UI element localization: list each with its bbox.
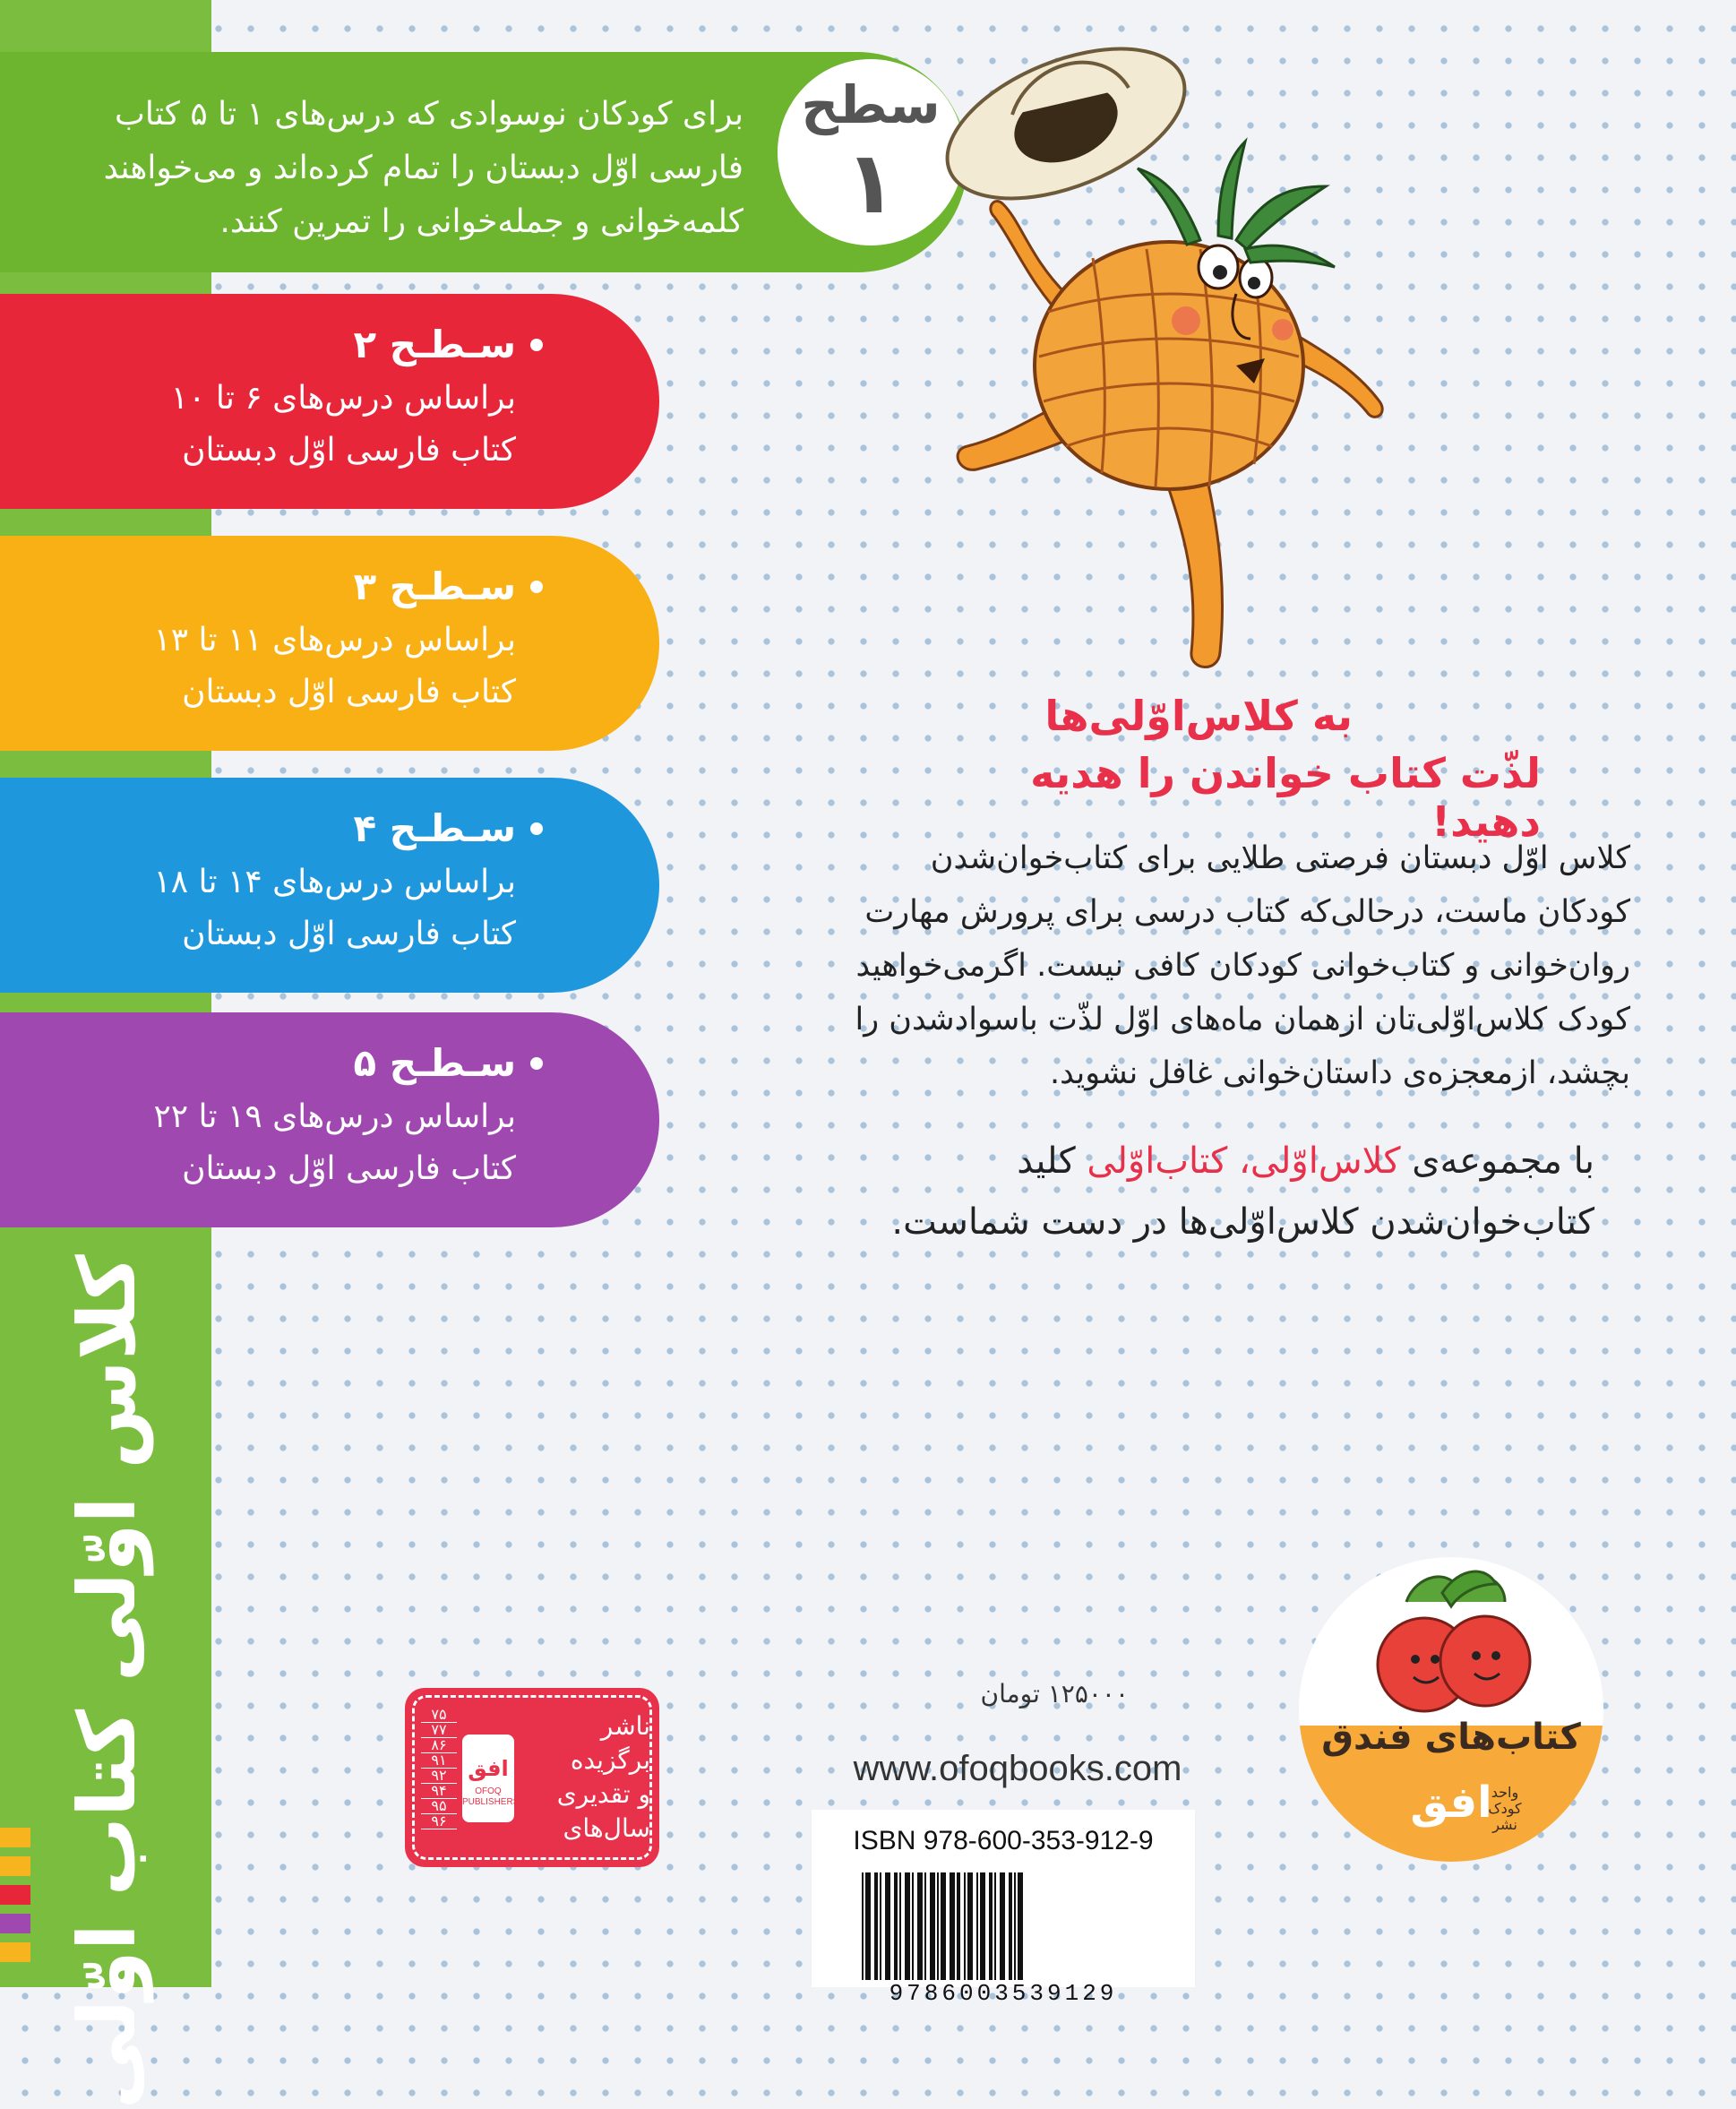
level-label: سـطـح ۵	[36, 1036, 516, 1091]
level-line: کتاب فارسی اوّل دبستان	[182, 916, 516, 952]
barcode-bar	[937, 1872, 939, 1980]
award-year: ۹۲	[421, 1769, 457, 1784]
website-link[interactable]: www.ofoqbooks.com	[853, 1749, 1182, 1788]
series-suffix: کلید	[1017, 1141, 1087, 1182]
level-1-number: ۱	[844, 133, 898, 233]
barcode-bar	[899, 1872, 901, 1980]
description-line: بچشد، ازمعجزه‌ی داستان‌خوانی غافل نشوید.	[1049, 1055, 1630, 1091]
level-line: کتاب فارسی اوّل دبستان	[182, 432, 516, 469]
level-2-tab	[0, 294, 659, 509]
level-1-line: برای کودکان نوسوادی که درس‌های ۱ تا ۵ کتاب	[115, 96, 743, 133]
level-line: براساس درس‌های ۱۱ تا ۱۳	[153, 622, 516, 659]
award-year: ۹۶	[421, 1814, 457, 1829]
spine-stripe	[0, 1942, 30, 1962]
description-line: روان‌خوانی و کتاب‌خوانی کودکان کافی نیست. اگرمی‌خواهید	[855, 948, 1630, 984]
isbn-barcode-box	[812, 1810, 1195, 2007]
price-label: ۱۲۵۰۰۰ تومان	[980, 1679, 1129, 1709]
award-year: ۷۵	[421, 1708, 457, 1723]
hazelnut-characters-icon	[1353, 1566, 1550, 1727]
barcode-bar	[885, 1872, 890, 1980]
level-1-label: سطح	[801, 74, 941, 135]
award-line: ناشر	[600, 1711, 650, 1741]
ofoq-logo-fa: افق	[468, 1756, 509, 1781]
level-label: سـطـح ۴	[36, 801, 516, 857]
level-line: کتاب فارسی اوّل دبستان	[182, 1150, 516, 1187]
barcode-bar	[917, 1872, 923, 1980]
level-3-tab	[0, 536, 659, 751]
barcode-bar	[989, 1872, 993, 1980]
barcode-bar	[924, 1872, 926, 1980]
award-year: ۹۱	[421, 1753, 457, 1769]
description-line: کودک کلاس‌اوّلی‌تان ازهمان ماه‌های اوّل لذّت باسوادشدن را	[855, 1002, 1630, 1037]
level-4-tab	[0, 778, 659, 993]
barcode-bar	[930, 1872, 935, 1980]
barcode-bar	[1009, 1872, 1012, 1980]
award-text	[516, 1709, 650, 1846]
barcode-bar	[994, 1872, 996, 1980]
barcode-digits: 9786003539129	[889, 1980, 1118, 2007]
publisher-award-badge	[405, 1688, 659, 1867]
spine-stripe	[0, 1914, 30, 1933]
level-line: براساس درس‌های ۱۴ تا ۱۸	[153, 864, 516, 900]
award-year: ۷۷	[421, 1723, 457, 1738]
award-years-list	[421, 1708, 457, 1829]
barcode-bar	[880, 1872, 881, 1980]
level-line: براساس درس‌های ۱۹ تا ۲۲	[153, 1098, 516, 1135]
award-year: ۹۴	[421, 1784, 457, 1799]
barcode-bar	[980, 1872, 985, 1980]
level-1-line: فارسی اوّل دبستان را تمام کرده‌اند و می‌خواهند	[103, 150, 743, 186]
spine-stripe	[0, 1856, 30, 1876]
spine-title: کلاس اوّلی کتاب اوّلی	[61, 1254, 153, 2109]
series-name: کلاس‌اوّلی، کتاب‌اوّلی	[1087, 1141, 1401, 1182]
level-line: کتاب فارسی اوّل دبستان	[182, 674, 516, 710]
ofoq-logo-en: OFOQ PUBLISHERS	[462, 1786, 520, 1807]
barcode-bar	[976, 1872, 978, 1980]
series-paragraph	[779, 1131, 1594, 1252]
barcode-bar	[874, 1872, 878, 1980]
description-line: کلاس اوّل دبستان فرصتی طلایی برای کتاب‌خوان‌شدن	[930, 840, 1630, 876]
level-line: براساس درس‌های ۶ تا ۱۰	[170, 380, 516, 417]
ofoq-logo	[462, 1735, 520, 1822]
isbn-text: ISBN 978-600-353-912-9	[853, 1826, 1154, 1855]
headline-line-1: به کلاس‌اوّلی‌ها	[1044, 692, 1353, 740]
barcode-graphic	[858, 1872, 1148, 1987]
barcode-bar	[941, 1872, 946, 1980]
pineapple-character-illustration	[932, 25, 1397, 688]
barcode-bar	[912, 1872, 914, 1980]
barcode-bar	[865, 1872, 871, 1980]
series-line-1	[779, 1131, 1594, 1192]
brand-unit-label: واحد کودک نشر	[1488, 1784, 1522, 1833]
barcode-bar	[967, 1872, 973, 1980]
barcode-bar	[957, 1872, 960, 1980]
headline-line-2: لذّت کتاب خواندن را هدیه دهید!	[1030, 749, 1541, 846]
award-line: و تقدیری	[556, 1779, 650, 1809]
brand-publisher: افق	[1410, 1778, 1492, 1828]
barcode-bar	[1018, 1872, 1023, 1980]
level-5-tab	[0, 1012, 659, 1227]
barcode-bar	[1014, 1872, 1016, 1980]
fandogh-books-badge	[1299, 1557, 1603, 1862]
series-line-2: کتاب‌خوان‌شدن کلاس‌اوّلی‌ها در دست شماست.	[891, 1201, 1594, 1243]
barcode-bar	[950, 1872, 955, 1980]
barcode-bar	[964, 1872, 966, 1980]
barcode-bar	[862, 1872, 864, 1980]
level-label: سـطـح ۲	[36, 317, 516, 373]
award-line: برگزیده	[570, 1745, 650, 1775]
barcode-bar	[905, 1872, 910, 1980]
barcode-bar	[1000, 1872, 1005, 1980]
award-year: ۸۶	[421, 1738, 457, 1753]
level-1-line: کلمه‌خوانی و جمله‌خوانی را تمرین کنند.	[219, 203, 743, 240]
description-line: کودکان ماست، درحالی‌که کتاب درسی برای پرورش مهارت	[864, 894, 1630, 930]
brand-name: کتاب‌های فندق	[1321, 1717, 1581, 1758]
level-label: سـطـح ۳	[36, 559, 516, 615]
award-year: ۹۵	[421, 1799, 457, 1814]
spine-stripe	[0, 1885, 30, 1905]
award-line: سال‌های	[563, 1813, 650, 1843]
description-paragraph	[779, 831, 1630, 1100]
spine-color-stripes	[0, 1828, 30, 1987]
series-prefix: با مجموعه‌ی	[1400, 1141, 1594, 1182]
barcode-bar	[894, 1872, 898, 1980]
spine-stripe	[0, 1828, 30, 1847]
